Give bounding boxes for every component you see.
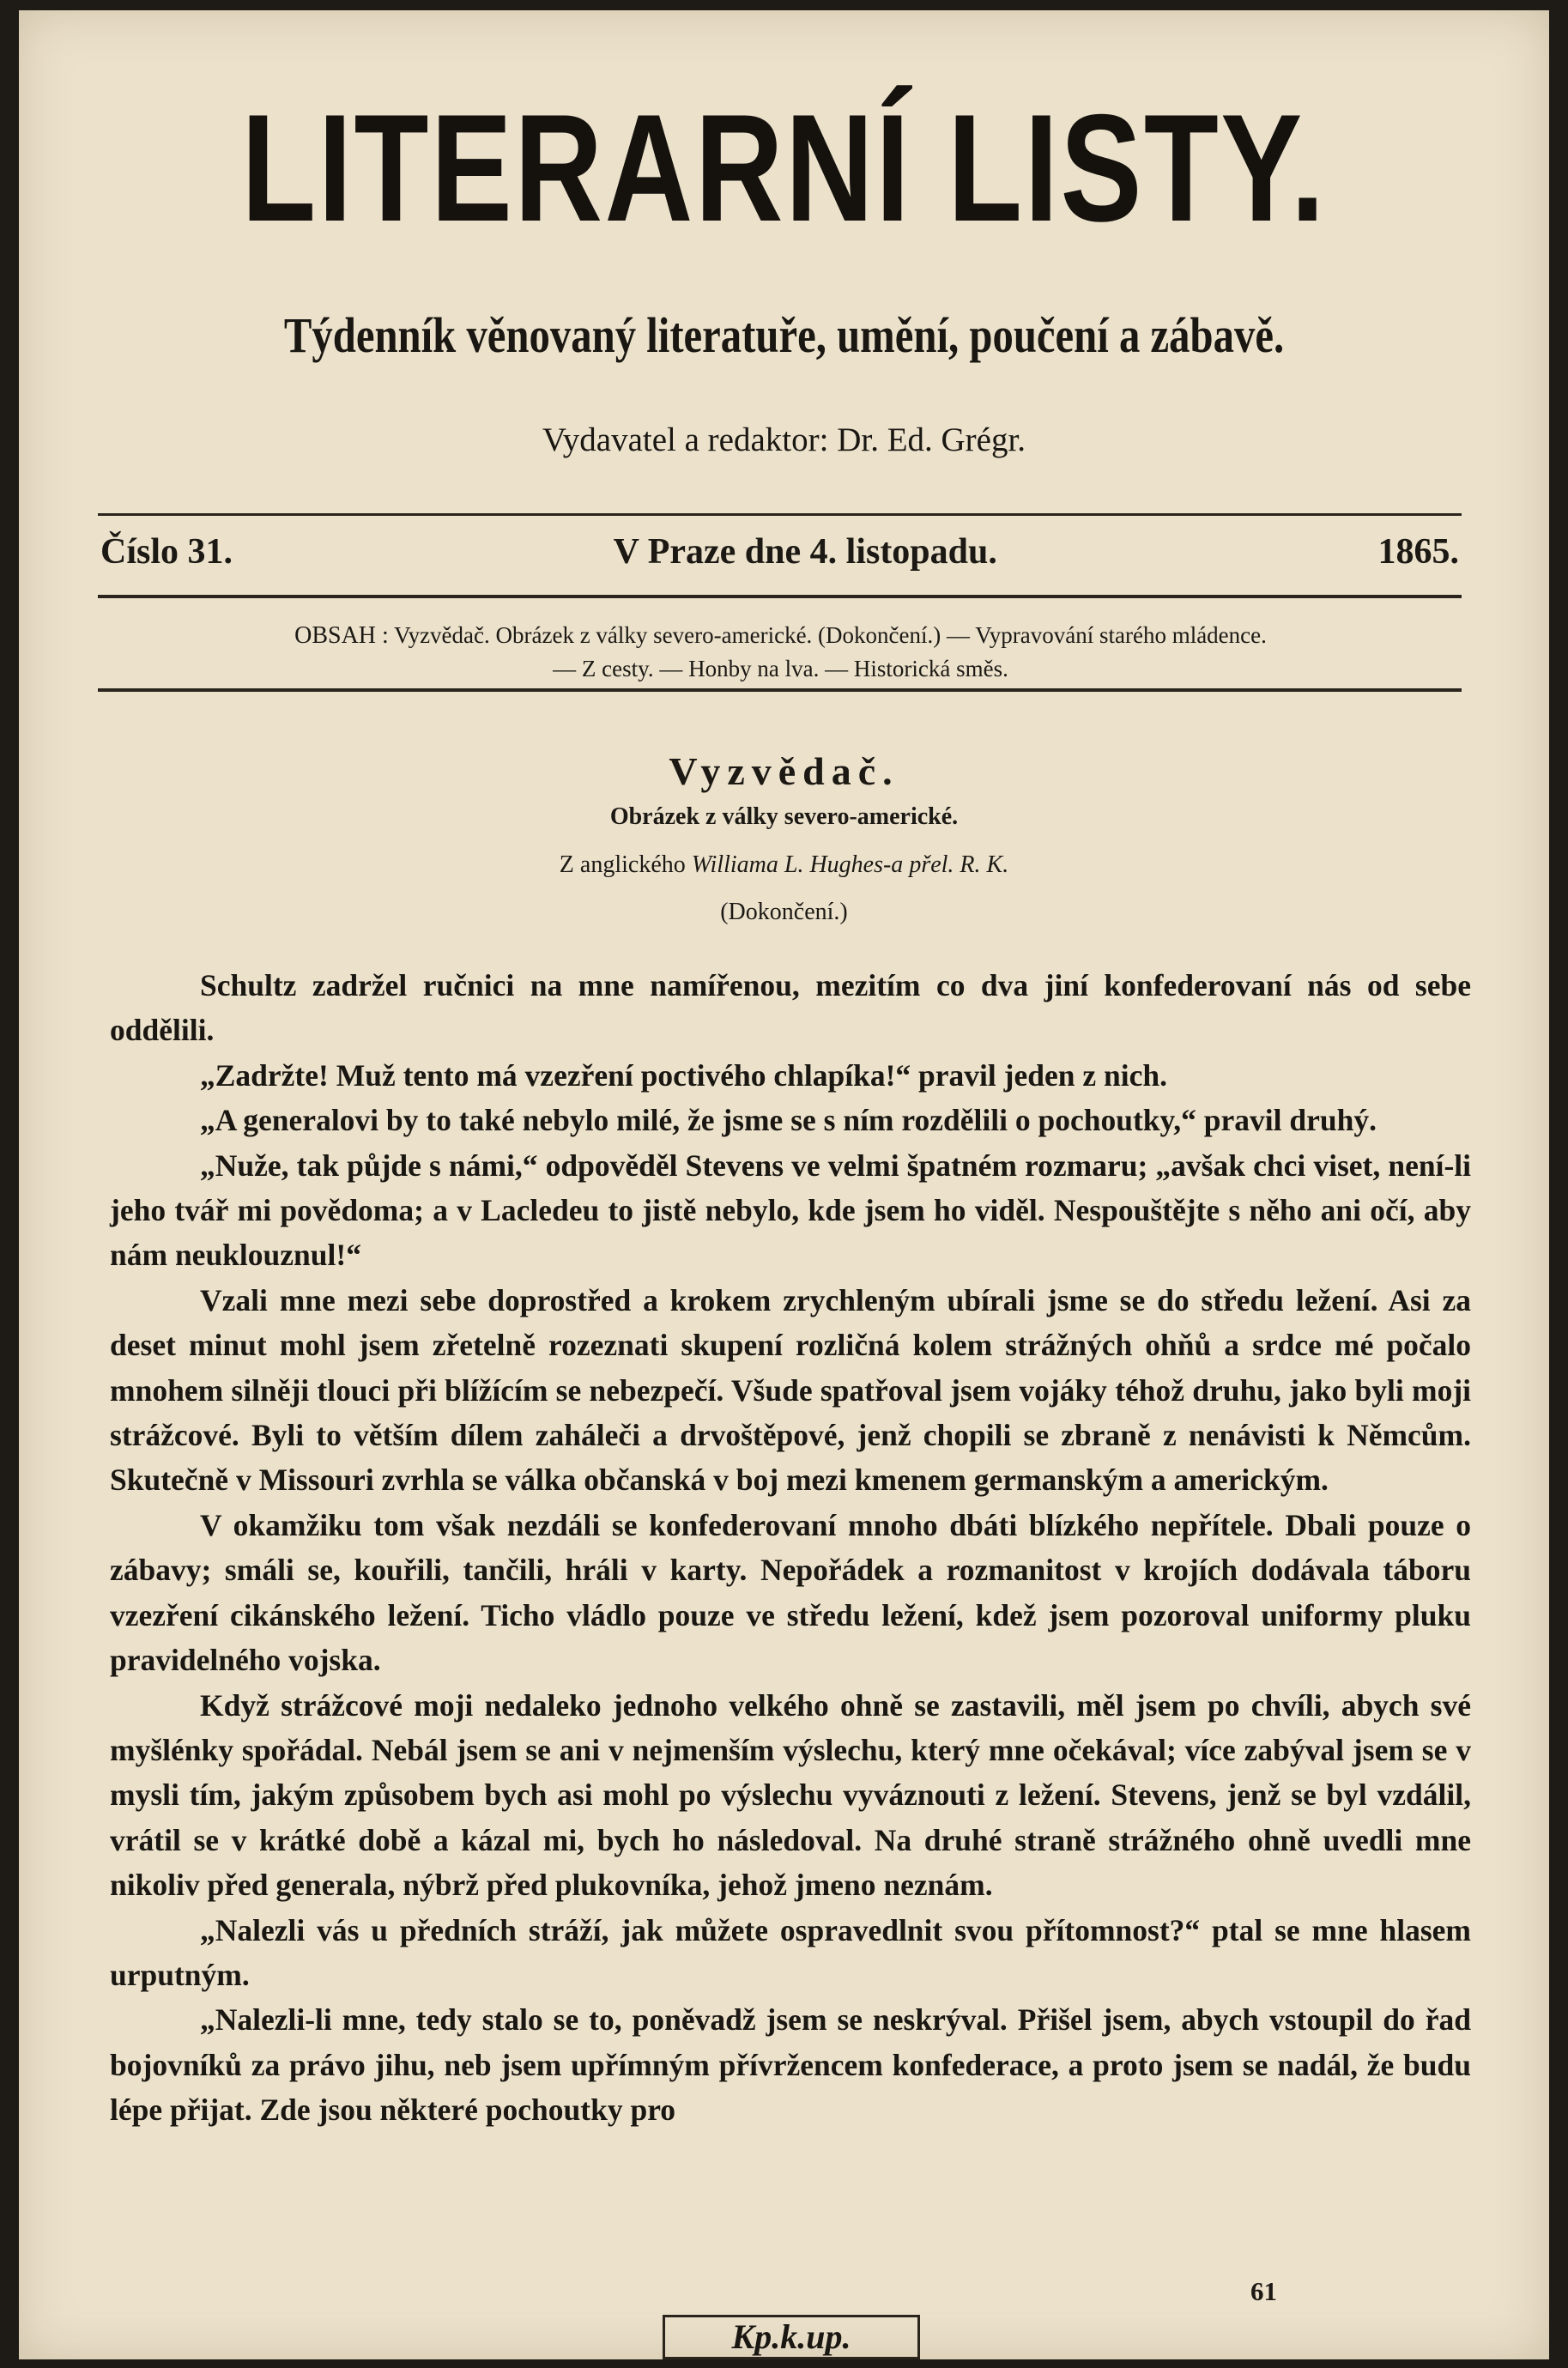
rule-top [98, 513, 1462, 516]
contents-label: OBSAH : [294, 622, 389, 649]
table-of-contents [106, 619, 1455, 685]
paragraph: Vzali mne mezi sebe doprostřed a krokem zrychleným ubírali jsme se do středu ležení. Asi za deset minut mohl jsem zřetelně rozeznati skupení rozličná kolem strážných ohňů a srdce mé počalo mnohem silněji tlouci při blížícím se nebezpečí. Všude spatřoval jsem vojáky téhož druhu, jako byli moji strážcové. Byli to větším dílem zaháleči a drvoštěpové, jenž chopili se zbraně z nenávisti k Němcům. Skutečně v Missouri zvrhla se válka občanská v boj mezi kmenem germanským a americkým. [110, 1282, 1471, 1498]
paragraph: V okamžiku tom však nezdáli se konfederovaní mnoho dbáti blízkého nepřítele. Dbali pouze o zábavy; smáli se, kouřili, tančili, hráli v karty. Nepořádek a rozmanitost v krojích dodávala táboru vzezření cikánského ležení. Ticho vládlo pouze ve středu ležení, kdež jsem pozoroval uniformy pluku pravidelného vojska. [110, 1507, 1471, 1678]
library-stamp: Kp.k.up. [663, 2315, 920, 2359]
contents-text-1: Vyzvědač. Obrázek z války severo-americké. (Dokončení.) — Vypravování starého mládence. [394, 622, 1267, 648]
credit-translator: přel. R. K. [909, 851, 1009, 878]
rule-under-issue [98, 595, 1462, 598]
publisher-line: Vydavatel a redaktor: Dr. Ed. Grégr. [542, 421, 1026, 458]
paragraph: „A generalovi by to také nebylo milé, že jsme se s ním rozdělili o pochoutky,“ pravil druhý. [200, 1103, 1377, 1138]
paragraph: Schultz zadržel ručnici na mne namířenou, mezitím co dva jiní konfederovaní nás od sebe oddělili. [110, 968, 1471, 1048]
credit-author: Williama L. Hughes-a [691, 851, 904, 878]
credit-prefix: Z anglického [559, 851, 686, 878]
paragraph: „Nuže, tak půjde s námi,“ odpověděl Stevens ve velmi špatném rozmaru; „avšak chci viset, není-li jeho tvář mi povědoma; a v Lacledeu to jistě nebylo, kde jsem ho viděl. Nespouštějte s něho ani očí, aby nám neuklouznul!“ [110, 1148, 1471, 1273]
rule-under-contents [98, 688, 1462, 692]
paragraph: „Nalezli-li mne, tedy stalo se to, poněvadž jsem se neskrýval. Přišel jsem, abych vstoupil do řad bojovníků za právo jihu, neb jsem upřímným přívržencem konfederace, a proto jsem se nadál, že budu lépe přijat. Zde jsou některé pochoutky pro [110, 2002, 1471, 2128]
issue-date: V Praze dne 4. listopadu. [613, 532, 997, 572]
paragraph: Když strážcové moji nedaleko jednoho velkého ohně se zastavili, měl jsem po chvíli, abych své myšlénky spořádal. Nebál jsem se ani v nejmenším výslechu, který mne očekával; více zabýval jsem se v mysli tím, jakým způsobem bych asi mohl po výslechu vyváznouti z ležení. Stevens, jenž se byl vzdálil, vrátil se v krátké době a kázal mi, bych ho následoval. Na druhé straně strážného ohně uvedli mne nikoliv před generala, nýbrž před plukovníka, jehož jmeno neznám. [110, 1687, 1471, 1903]
masthead-subtitle: Týdenník věnovaný literatuře, umění, poučení a zábavě. [283, 307, 1285, 363]
issue-number: Číslo 31. [100, 532, 233, 572]
paragraph: „Nalezli vás u předních stráží, jak můžete ospravedlnit svou přítomnost?“ ptal se mne hlasem urputným. [110, 1912, 1471, 1992]
issue-year: 1865. [1377, 532, 1459, 572]
article-continuation: (Dokončení.) [720, 899, 848, 925]
newspaper-page [19, 10, 1549, 2359]
page-number: 61 [1250, 2276, 1277, 2306]
contents-line-2: — Z cesty. — Honby na lva. — Historická směs. [553, 656, 1008, 681]
article-title: Vyzvědač. [669, 749, 899, 793]
article-body [110, 963, 1471, 2133]
contents-line-1 [106, 619, 1455, 652]
article-subtitle: Obrázek z války severo-americké. [609, 803, 959, 830]
paragraph: „Zadržte! Muž tento má vzezření poctivého chlapíka!“ pravil jeden z nich. [200, 1057, 1167, 1093]
article-credit [19, 851, 1549, 879]
masthead-title: LITERARNÍ LISTY. [241, 82, 1327, 253]
issue-line [100, 531, 1459, 572]
